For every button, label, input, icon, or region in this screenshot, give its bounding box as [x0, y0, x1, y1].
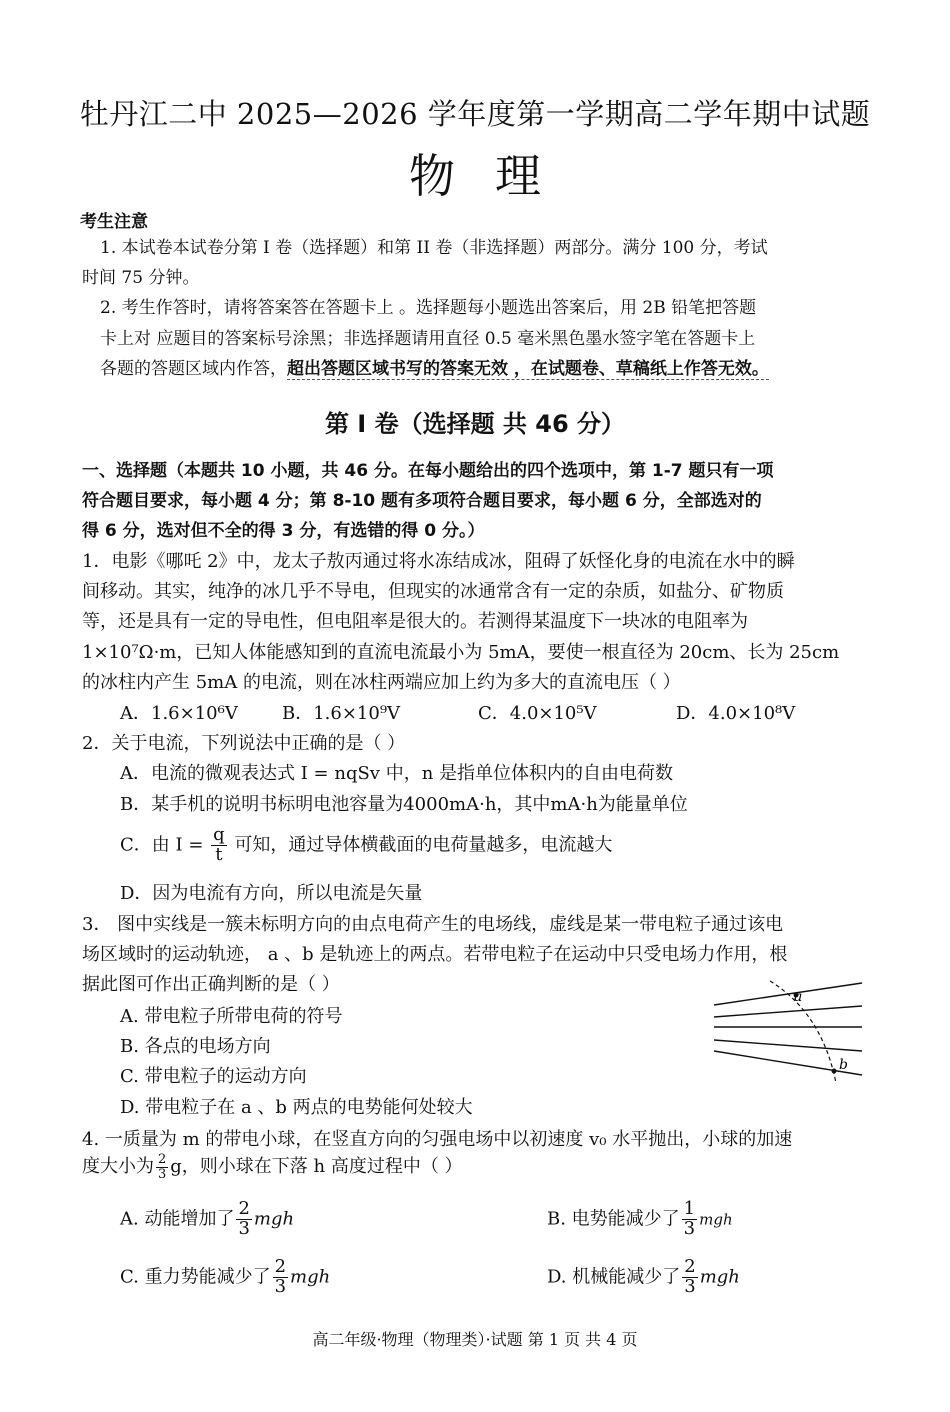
q4-c-fraction	[273, 1258, 288, 1297]
q1-option-b: B．1.6×10⁹V	[282, 703, 401, 724]
q4-option-b	[547, 1200, 733, 1239]
q4-line2-post: g，则小球在下落 h 高度过程中（ ）	[170, 1156, 463, 1177]
notice-item2-line1: 2. 考生作答时，请将答案答在答题卡上 。选择题每小题选出答案后，用 2B 铅笔把答题	[100, 298, 757, 318]
q1-line4: 1×10⁷Ω·m，已知人体能感知到的直流电流最小为 5mA，要使一根直径为 20cm、长为 25cm	[82, 642, 840, 663]
field-line-2	[714, 1006, 862, 1017]
notice-heading: 考生注意	[80, 212, 148, 232]
q4-c-pre: C. 重力势能减少了	[120, 1266, 271, 1288]
q2-c-fraction	[211, 826, 227, 865]
subject-title: 物理	[409, 149, 581, 203]
q2-c-den: t	[215, 843, 223, 865]
exam-title: 牡丹江二中 2025—2026 学年度第一学期高二学年期中试题	[79, 97, 871, 131]
q2-option-c	[120, 826, 612, 865]
q2-option-a: A．电流的微观表达式 I = nqSv 中，n 是指单位体积内的自由电荷数	[120, 763, 674, 784]
section-title: 第 I 卷（选择题 共 46 分）	[324, 410, 626, 438]
label-b: b	[839, 1057, 848, 1073]
q3-line1: 3． 图中实线是一簇未标明方向的由点电荷产生的电场线，虚线是某一带电粒子通过该电	[82, 914, 784, 935]
q4-accel-fraction	[156, 1153, 168, 1181]
q4-a-den: 3	[238, 1217, 250, 1239]
notice-item2-line2: 卡上对 应题目的答案标号涂黑；非选择题请用直径 0.5 毫米黑色墨水签字笔在答题卡上	[100, 329, 756, 349]
q4-a-fraction	[236, 1200, 251, 1239]
q4-option-d	[547, 1258, 740, 1297]
q4-accel-num: 2	[158, 1151, 167, 1167]
q3-option-d: D. 带电粒子在 a 、b 两点的电势能何处较大	[120, 1097, 473, 1118]
q4-option-c	[120, 1258, 330, 1297]
q4-b-den: 3	[683, 1217, 696, 1239]
q4-d-pre: D. 机械能减少了	[547, 1266, 681, 1288]
q4-a-post: mgh	[253, 1208, 295, 1230]
particle-trajectory	[770, 981, 836, 1083]
point-b	[832, 1069, 837, 1074]
notice-item1-line1: 1. 本试卷本试卷分第 I 卷（选择题）和第 II 卷（非选择题）两部分。满分 100 分，考试	[100, 238, 768, 258]
q2-option-b: B．某手机的说明书标明电池容量为4000mA·h，其中mA·h为能量单位	[120, 794, 688, 815]
notice-item1-line2: 时间 75 分钟。	[82, 268, 200, 288]
q4-line1: 4. 一质量为 m 的带电小球，在竖直方向的匀强电场中以初速度 v₀ 水平抛出，小球的加速	[82, 1129, 793, 1150]
q4-c-num: 2	[274, 1256, 287, 1277]
q3-line2: 场区域时的运动轨迹， a 、b 是轨迹上的两点。若带电粒子在运动中只受电场力作用，根	[82, 944, 788, 965]
q1-line5: 的冰柱内产生 5mA 的电流，则在冰柱两端应加上约为多大的直流电压（ ）	[82, 672, 681, 693]
field-line-4	[714, 1040, 862, 1051]
label-a: a	[794, 989, 803, 1005]
q4-option-a	[120, 1200, 294, 1239]
q2-c-num: q	[213, 824, 225, 845]
q1-option-c: C．4.0×10⁵V	[478, 703, 597, 724]
q4-d-post: mgh	[699, 1266, 740, 1288]
q4-d-num: 2	[684, 1256, 696, 1277]
q4-d-den: 3	[684, 1275, 696, 1297]
field-line-diagram	[710, 975, 870, 1085]
q3-option-c: C. 带电粒子的运动方向	[120, 1066, 307, 1087]
q4-a-pre: A. 动能增加了	[120, 1208, 235, 1230]
section-intro-line1: 一、选择题（本题共 10 小题，共 46 分。在每小题给出的四个选项中，第 1-7 题只有一项	[82, 461, 774, 481]
q4-c-den: 3	[274, 1275, 287, 1297]
q1-line3: 等，还是具有一定的导电性，但电阻率是很大的。若测得某温度下一块冰的电阻率为	[82, 611, 748, 632]
q1-option-a: A．1.6×10⁶V	[120, 703, 238, 724]
notice-item2-line3a: 各题的答题区域内作答，	[100, 359, 287, 379]
q4-accel-den: 3	[158, 1166, 167, 1182]
q3-line3: 据此图可作出正确判断的是（ ）	[82, 974, 340, 995]
q1-line1: 1．电影《哪吒 2》中，龙太子敖丙通过将水冻结成冰，阻碍了妖怪化身的电流在水中的瞬	[82, 551, 795, 572]
q4-b-pre: B. 电势能减少了	[547, 1208, 680, 1230]
q2-stem: 2．关于电流，下列说法中正确的是（ ）	[82, 733, 406, 754]
page-footer: 高二年级·物理（物理类）·试题 第 1 页 共 4 页	[312, 1330, 638, 1349]
notice-item2-line3	[100, 354, 769, 384]
q2-c-pre: C．由 I =	[120, 834, 204, 856]
q1-line2: 间移动。其实，纯净的冰几乎不导电，但现实的冰通常含有一定的杂质，如盐分、矿物质	[82, 581, 784, 602]
q4-b-fraction	[682, 1200, 697, 1239]
q3-option-a: A. 带电粒子所带电荷的符号	[120, 1006, 343, 1027]
q4-d-fraction	[682, 1258, 697, 1297]
section-intro-line2: 符合题目要求，每小题 4 分；第 8-10 题有多项符合题目要求，每小题 6 分，全部选对的	[82, 491, 762, 511]
q4-c-post: mgh	[290, 1266, 331, 1288]
q3-option-b: B. 各点的电场方向	[120, 1036, 271, 1057]
q4-b-post: mgh	[699, 1210, 733, 1229]
q1-option-d: D．4.0×10⁸V	[676, 703, 796, 724]
q2-c-post: 可知，通过导体横截面的电荷量越多，电流越大	[234, 834, 613, 856]
section-intro-line3: 得 6 分，选对但不全的得 3 分，有选错的得 0 分。）	[82, 521, 485, 541]
q4-line2-pre: 度大小为	[82, 1156, 154, 1177]
q2-option-d: D．因为电流有方向，所以电流是矢量	[120, 883, 423, 904]
notice-item2-line3b: 超出答题区域书写的答案无效 ，在试题卷、草稿纸上作答无效。	[287, 359, 769, 379]
q4-line2	[82, 1152, 463, 1181]
q4-b-num: 1	[683, 1198, 696, 1219]
q4-a-num: 2	[238, 1198, 250, 1219]
